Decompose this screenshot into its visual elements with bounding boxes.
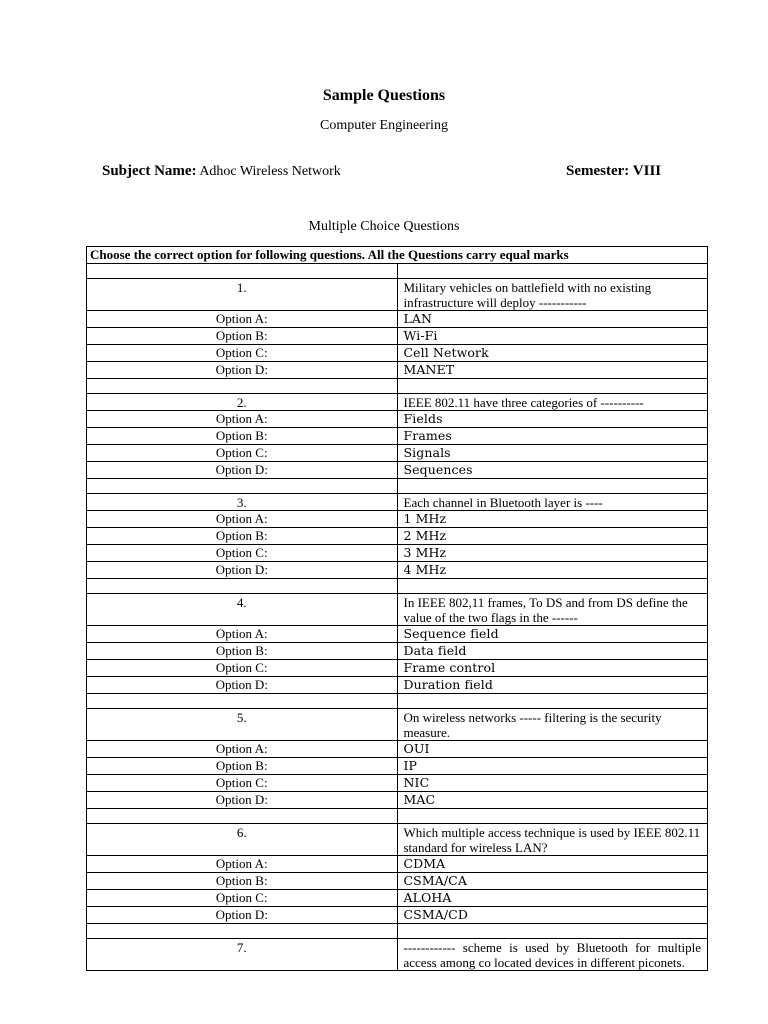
option-label: Option C:	[87, 660, 398, 677]
blank-cell	[87, 264, 398, 279]
option-row	[87, 775, 708, 792]
question-text: On wireless networks ----- filtering is the security measure.	[397, 709, 708, 741]
option-text: Cell Network	[397, 345, 708, 362]
option-row	[87, 311, 708, 328]
department-name: Computer Engineering	[320, 118, 448, 133]
option-text: ALOHA	[397, 890, 708, 907]
blank-row	[87, 479, 708, 494]
question-text: IEEE 802.11 have three categories of ----------	[397, 394, 708, 411]
blank-cell	[87, 579, 398, 594]
question-text: Military vehicles on battlefield with no existing infrastructure will deploy -----------	[397, 279, 708, 311]
option-label: Option D:	[87, 677, 398, 694]
option-label: Option B:	[87, 528, 398, 545]
questions-table	[86, 246, 708, 971]
instructions-header: Choose the correct option for following questions. All the Questions carry equal marks	[87, 247, 708, 264]
option-text: 2 MHz	[397, 528, 708, 545]
subject-value: Adhoc Wireless Network	[199, 164, 341, 179]
question-row	[87, 939, 708, 971]
blank-cell	[397, 579, 708, 594]
page-title: Sample Questions	[322, 87, 446, 104]
blank-cell	[397, 379, 708, 394]
option-row	[87, 528, 708, 545]
option-row	[87, 511, 708, 528]
option-text: Frames	[397, 428, 708, 445]
option-label: Option B:	[87, 428, 398, 445]
option-label: Option C:	[87, 345, 398, 362]
option-text: CSMA/CD	[397, 907, 708, 924]
blank-cell	[87, 809, 398, 824]
option-text: 3 MHz	[397, 545, 708, 562]
option-text: Sequence field	[397, 626, 708, 643]
option-row	[87, 626, 708, 643]
question-text: In IEEE 802,11 frames, To DS and from DS define the value of the two flags in the ------	[397, 594, 708, 626]
option-row	[87, 362, 708, 379]
blank-row	[87, 924, 708, 939]
option-label: Option D:	[87, 462, 398, 479]
question-row	[87, 394, 708, 411]
option-text: CSMA/CA	[397, 873, 708, 890]
option-row	[87, 792, 708, 809]
option-row	[87, 445, 708, 462]
question-number: 5.	[87, 709, 398, 741]
option-row	[87, 758, 708, 775]
question-row	[87, 709, 708, 741]
question-number: 7.	[87, 939, 398, 971]
option-text: Wi-Fi	[397, 328, 708, 345]
option-row	[87, 411, 708, 428]
question-text: ------------ scheme is used by Bluetooth for multiple access among co located devices in different piconets.	[397, 939, 708, 971]
option-row	[87, 890, 708, 907]
option-row	[87, 345, 708, 362]
blank-cell	[397, 694, 708, 709]
question-row	[87, 279, 708, 311]
option-row	[87, 873, 708, 890]
option-row	[87, 741, 708, 758]
option-text: 4 MHz	[397, 562, 708, 579]
blank-row	[87, 694, 708, 709]
blank-cell	[87, 694, 398, 709]
blank-row	[87, 809, 708, 824]
option-label: Option D:	[87, 792, 398, 809]
option-text: 1 MHz	[397, 511, 708, 528]
option-row	[87, 328, 708, 345]
option-text: CDMA	[397, 856, 708, 873]
question-number: 2.	[87, 394, 398, 411]
option-text: NIC	[397, 775, 708, 792]
option-label: Option D:	[87, 562, 398, 579]
option-label: Option A:	[87, 311, 398, 328]
question-row	[87, 494, 708, 511]
option-text: MANET	[397, 362, 708, 379]
option-label: Option A:	[87, 411, 398, 428]
option-label: Option B:	[87, 643, 398, 660]
option-label: Option D:	[87, 907, 398, 924]
option-row	[87, 462, 708, 479]
option-text: Fields	[397, 411, 708, 428]
question-row	[87, 594, 708, 626]
question-text: Each channel in Bluetooth layer is ----	[397, 494, 708, 511]
option-label: Option C:	[87, 445, 398, 462]
question-text: Which multiple access technique is used by IEEE 802.11 standard for wireless LAN?	[397, 824, 708, 856]
blank-row	[87, 379, 708, 394]
semester-label: Semester: VIII	[566, 163, 662, 179]
blank-cell	[397, 924, 708, 939]
option-row	[87, 856, 708, 873]
option-row	[87, 562, 708, 579]
option-label: Option D:	[87, 362, 398, 379]
subject-line	[102, 163, 341, 180]
option-label: Option B:	[87, 758, 398, 775]
section-title: Multiple Choice Questions	[308, 219, 460, 234]
blank-cell	[87, 379, 398, 394]
option-text: Duration field	[397, 677, 708, 694]
option-label: Option C:	[87, 775, 398, 792]
blank-cell	[87, 479, 398, 494]
option-label: Option A:	[87, 511, 398, 528]
option-text: OUI	[397, 741, 708, 758]
option-label: Option C:	[87, 890, 398, 907]
option-row	[87, 428, 708, 445]
question-number: 3.	[87, 494, 398, 511]
option-text: LAN	[397, 311, 708, 328]
option-row	[87, 677, 708, 694]
option-label: Option B:	[87, 328, 398, 345]
subject-label: Subject Name:	[102, 163, 197, 179]
option-row	[87, 907, 708, 924]
question-row	[87, 824, 708, 856]
option-text: Signals	[397, 445, 708, 462]
option-label: Option A:	[87, 626, 398, 643]
question-number: 6.	[87, 824, 398, 856]
question-number: 1.	[87, 279, 398, 311]
blank-row	[87, 264, 708, 279]
option-label: Option C:	[87, 545, 398, 562]
blank-cell	[87, 924, 398, 939]
question-number: 4.	[87, 594, 398, 626]
option-text: Data field	[397, 643, 708, 660]
option-row	[87, 545, 708, 562]
option-row	[87, 643, 708, 660]
blank-cell	[397, 809, 708, 824]
option-text: Frame control	[397, 660, 708, 677]
option-label: Option B:	[87, 873, 398, 890]
blank-cell	[397, 479, 708, 494]
option-text: Sequences	[397, 462, 708, 479]
option-row	[87, 660, 708, 677]
option-text: IP	[397, 758, 708, 775]
option-label: Option A:	[87, 856, 398, 873]
blank-row	[87, 579, 708, 594]
option-label: Option A:	[87, 741, 398, 758]
option-text: MAC	[397, 792, 708, 809]
blank-cell	[397, 264, 708, 279]
